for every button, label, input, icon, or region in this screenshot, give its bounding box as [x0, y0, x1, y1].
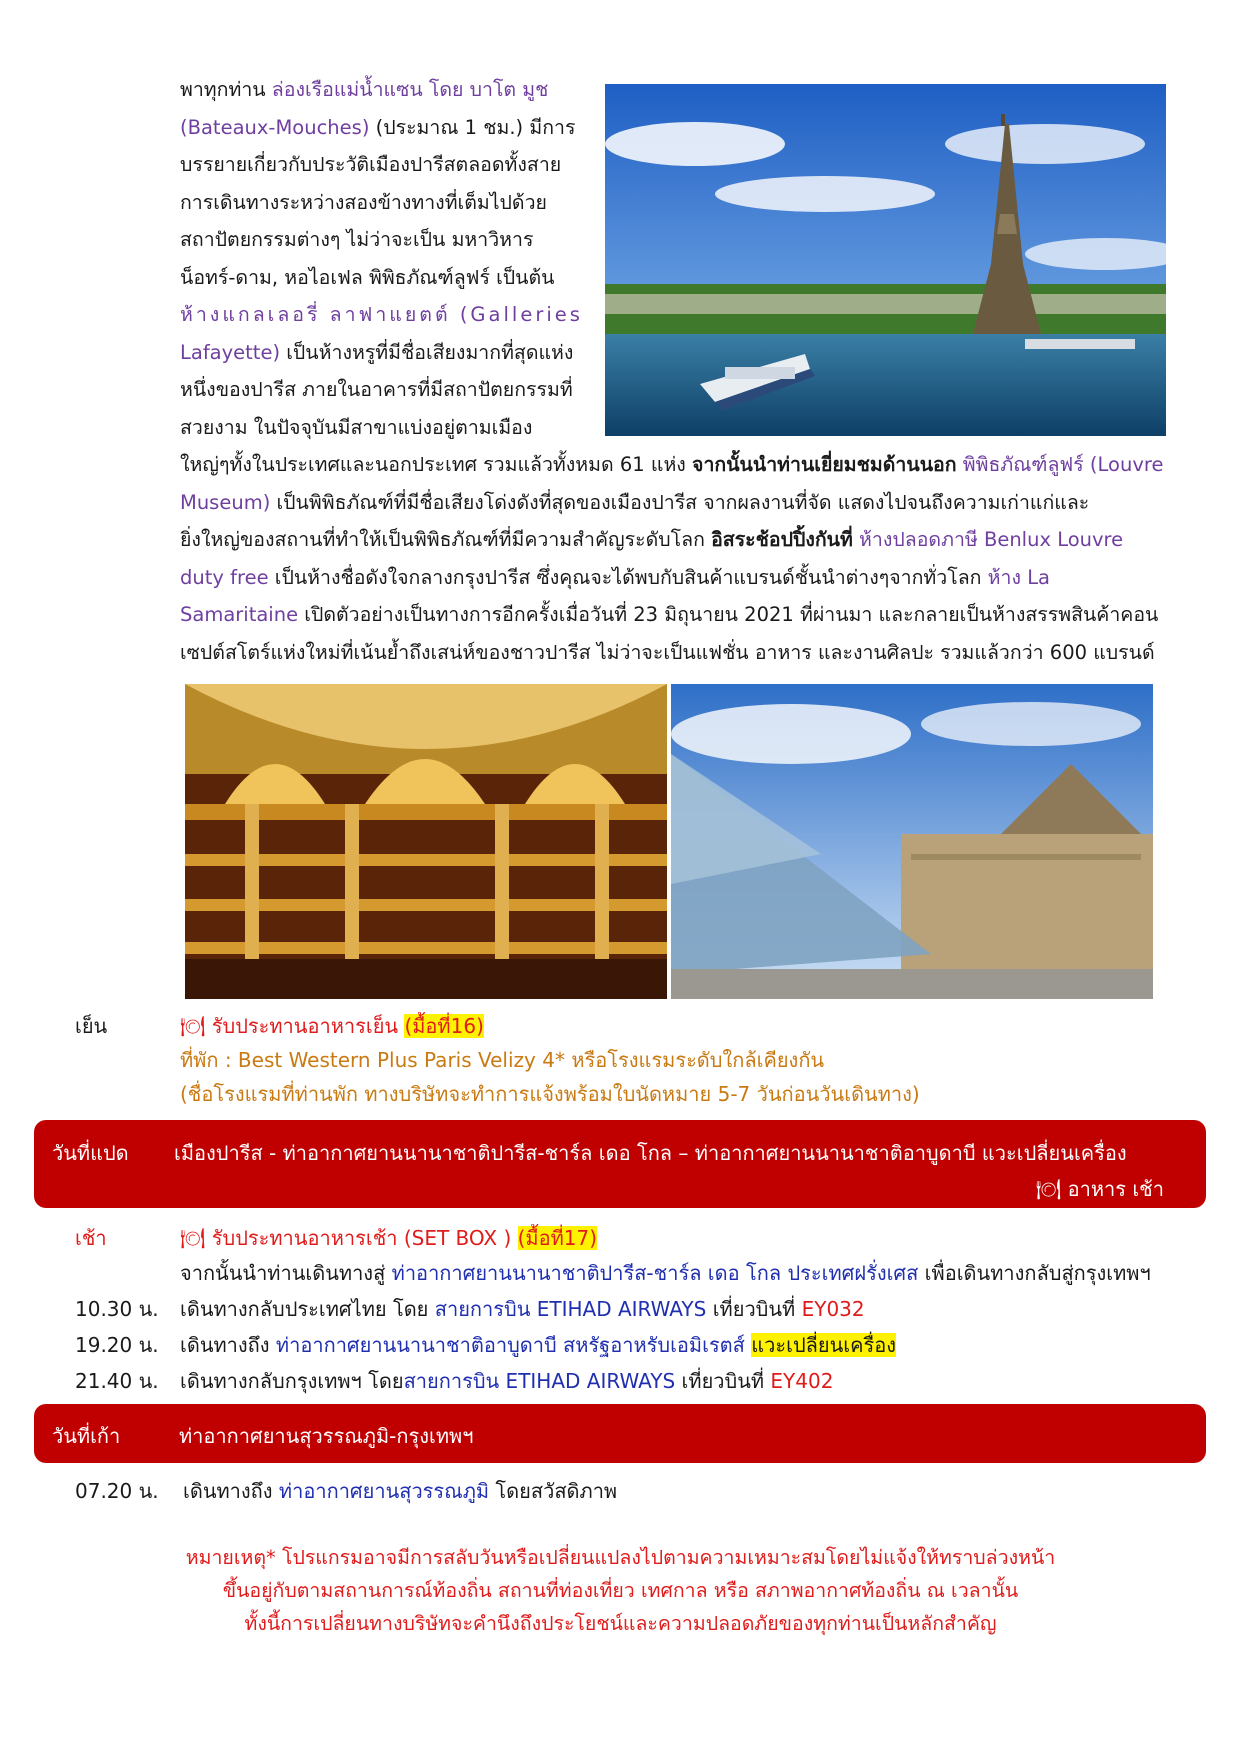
louvre-pyramid-photo [671, 684, 1153, 999]
flight-time: 19.20 น. [75, 1333, 159, 1357]
intro-line-14: duty free เป็นห้างชื่อดังใจกลางกรุงปารีส ซึ่งคุณจะได้พบกับสินค้าแบรนด์ชั้นนำต่างๆจากทั่วโลก ห้าง La [180, 566, 1051, 589]
day9-header [34, 1404, 1206, 1463]
remark-line-1: หมายเหตุ* โปรแกรมอาจมีการสลับวันหรือเปลี่ยนแปลงไปตามความเหมาะสมโดยไม่แจ้งให้ทราบล่วงหน้า [185, 1546, 1056, 1569]
intro-line-6: น็อทร์-ดาม, หอไอเฟล พิพิธภัณฑ์ลูฟร์ เป็นต้น [180, 266, 555, 289]
intro-line-11: ใหญ่ๆทั้งในประเทศและนอกประเทศ รวมแล้วทั้งหมด 61 แห่ง จากนั้นนำท่านเยี่ยมชมด้านนอก พิพิธภัณฑ์ลูฟร์ (Louvre [180, 453, 1164, 476]
plate-icon: 🍽 [180, 1014, 206, 1038]
day8-title: เมืองปารีส - ท่าอากาศยานนานาชาติปารีส-ชาร์ล เดอ โกล – ท่าอากาศยานนานาชาติอาบูดาบี แวะเปลี่ยนเครื่อง [174, 1141, 1127, 1165]
dinner-label: เย็น [75, 1014, 108, 1038]
breakfast-label: เช้า [75, 1226, 107, 1250]
remark-line-3: ทั้งนี้การเปลี่ยนทางบริษัทจะคำนึงถึงประโยชน์และความปลอดภัยของทุกท่านเป็นหลักสำคัญ [244, 1612, 997, 1635]
galeries-lafayette-photo [185, 684, 667, 999]
arrival-row: เดินทางถึง ท่าอากาศยานสุวรรณภูมิ โดยสวัสดิภาพ [183, 1479, 618, 1503]
day9-label: วันที่เก้า [52, 1424, 121, 1448]
plate-icon: 🍽 [1035, 1177, 1062, 1201]
meal-number-badge: (มื้อที่16) [404, 1014, 484, 1038]
dinner-meal: 🍽 รับประทานอาหารเย็น (มื้อที่16) [180, 1014, 484, 1038]
intro-line-3: บรรยายเกี่ยวกับประวัติเมืองปารีสตลอดทั้งสาย [180, 153, 562, 176]
intro-line-7: ห้างแกลเลอรี่ ลาฟาแยตต์ (Galleries [180, 303, 583, 326]
transfer-line: จากนั้นนำท่านเดินทางสู่ ท่าอากาศยานนานาชาติปารีส-ชาร์ล เดอ โกล ประเทศฝรั่งเศส เพื่อเดินทางกลับสู่กรุงเทพฯ [180, 1261, 1151, 1285]
intro-line-2: (Bateaux-Mouches) (ประมาณ 1 ชม.) มีการ [180, 116, 576, 139]
intro-line-13: ยิ่งใหญ่ของสถานที่ทำให้เป็นพิพิธภัณฑ์ที่มีความสำคัญระดับโลก อิสระช้อปปิ้งกันที่ ห้างปลอดภาษี Benlux Louvre [180, 528, 1124, 551]
intro-line-5: สถาปัตยกรรมต่างๆ ไม่ว่าจะเป็น มหาวิหาร [180, 228, 534, 251]
intro-line-16: เซปต์สโตร์แห่งใหม่ที่เน้นย้ำถึงเสน่ห์ของชาวปารีส ไม่ว่าจะเป็นแฟชั่น อาหาร และงานศิลปะ รวมแล้วกว่า 600 แบรนด์ [180, 641, 1155, 664]
day9-title: ท่าอากาศยานสุวรรณภูมิ-กรุงเทพฯ [179, 1424, 474, 1448]
breakfast-meal: 🍽 รับประทานอาหารเช้า (SET BOX ) (มื้อที่17) [180, 1226, 598, 1250]
intro-line-9: หนึ่งของปารีส ภายในอาคารที่มีสถาปัตยกรรมที่ [180, 378, 573, 401]
meal-number-badge: (มื้อที่17) [517, 1226, 598, 1250]
plate-icon: 🍽 [180, 1226, 206, 1250]
remark-line-2: ขึ้นอยู่กับตามสถานการณ์ท้องถิ่น สถานที่ท่องเที่ยว เทศกาล หรือ สภาพอากาศท้องถิ่น ณ เวลานั้น [222, 1579, 1019, 1602]
flight-row: เดินทางกลับกรุงเทพฯ โดยสายการบิน ETIHAD AIRWAYS เที่ยวบินที่ EY402 [180, 1369, 834, 1393]
intro-line-4: การเดินทางระหว่างสองข้างทางที่เต็มไปด้วย [180, 191, 547, 214]
seine-eiffel-photo [605, 84, 1166, 436]
arrival-time: 07.20 น. [75, 1479, 159, 1503]
flight-row: เดินทางถึง ท่าอากาศยานนานาชาติอาบูดาบี สหรัฐอาหรับเอมิเรตส์ แวะเปลี่ยนเครื่อง [180, 1333, 897, 1357]
intro-line-1: พาทุกท่าน ล่องเรือแม่น้ำแซน โดย บาโต มูช [180, 78, 549, 101]
seine-cruise-link: ล่องเรือแม่น้ำแซน โดย บาโต มูช [271, 78, 549, 101]
intro-line-8: Lafayette) เป็นห้างหรูที่มีชื่อเสียงมากที่สุดแห่ง [180, 341, 574, 364]
day8-label: วันที่แปด [52, 1141, 129, 1165]
hotel-note: (ชื่อโรงแรมที่ท่านพัก ทางบริษัทจะทำการแจ้งพร้อมใบนัดหมาย 5-7 วันก่อนวันเดินทาง) [180, 1082, 920, 1106]
hotel-info: ที่พัก : Best Western Plus Paris Velizy 4* หรือโรงแรมระดับใกล้เคียงกัน [180, 1048, 825, 1072]
intro-line-15: Samaritaine เปิดตัวอย่างเป็นทางการอีกครั้งเมื่อวันที่ 23 มิถุนายน 2021 ที่ผ่านมา และกลายเป็นห้างสรรพสินค้าคอน [180, 603, 1159, 626]
day8-meals: 🍽 อาหาร เช้า [1035, 1177, 1164, 1201]
flight-time: 21.40 น. [75, 1369, 159, 1393]
day8-header [34, 1120, 1206, 1208]
intro-line-10: สวยงาม ในปัจจุบันมีสาขาแบ่งอยู่ตามเมือง [180, 416, 533, 439]
intro-line-12: Museum) เป็นพิพิธภัณฑ์ที่มีชื่อเสียงโด่งดังที่สุดของเมืองปารีส จากผลงานที่จัด แสดงไปจนถึงความเก่าแก่และ [180, 491, 1090, 514]
flight-time: 10.30 น. [75, 1297, 159, 1321]
flight-row: เดินทางกลับประเทศไทย โดย สายการบิน ETIHAD AIRWAYS เที่ยวบินที่ EY032 [180, 1297, 865, 1321]
